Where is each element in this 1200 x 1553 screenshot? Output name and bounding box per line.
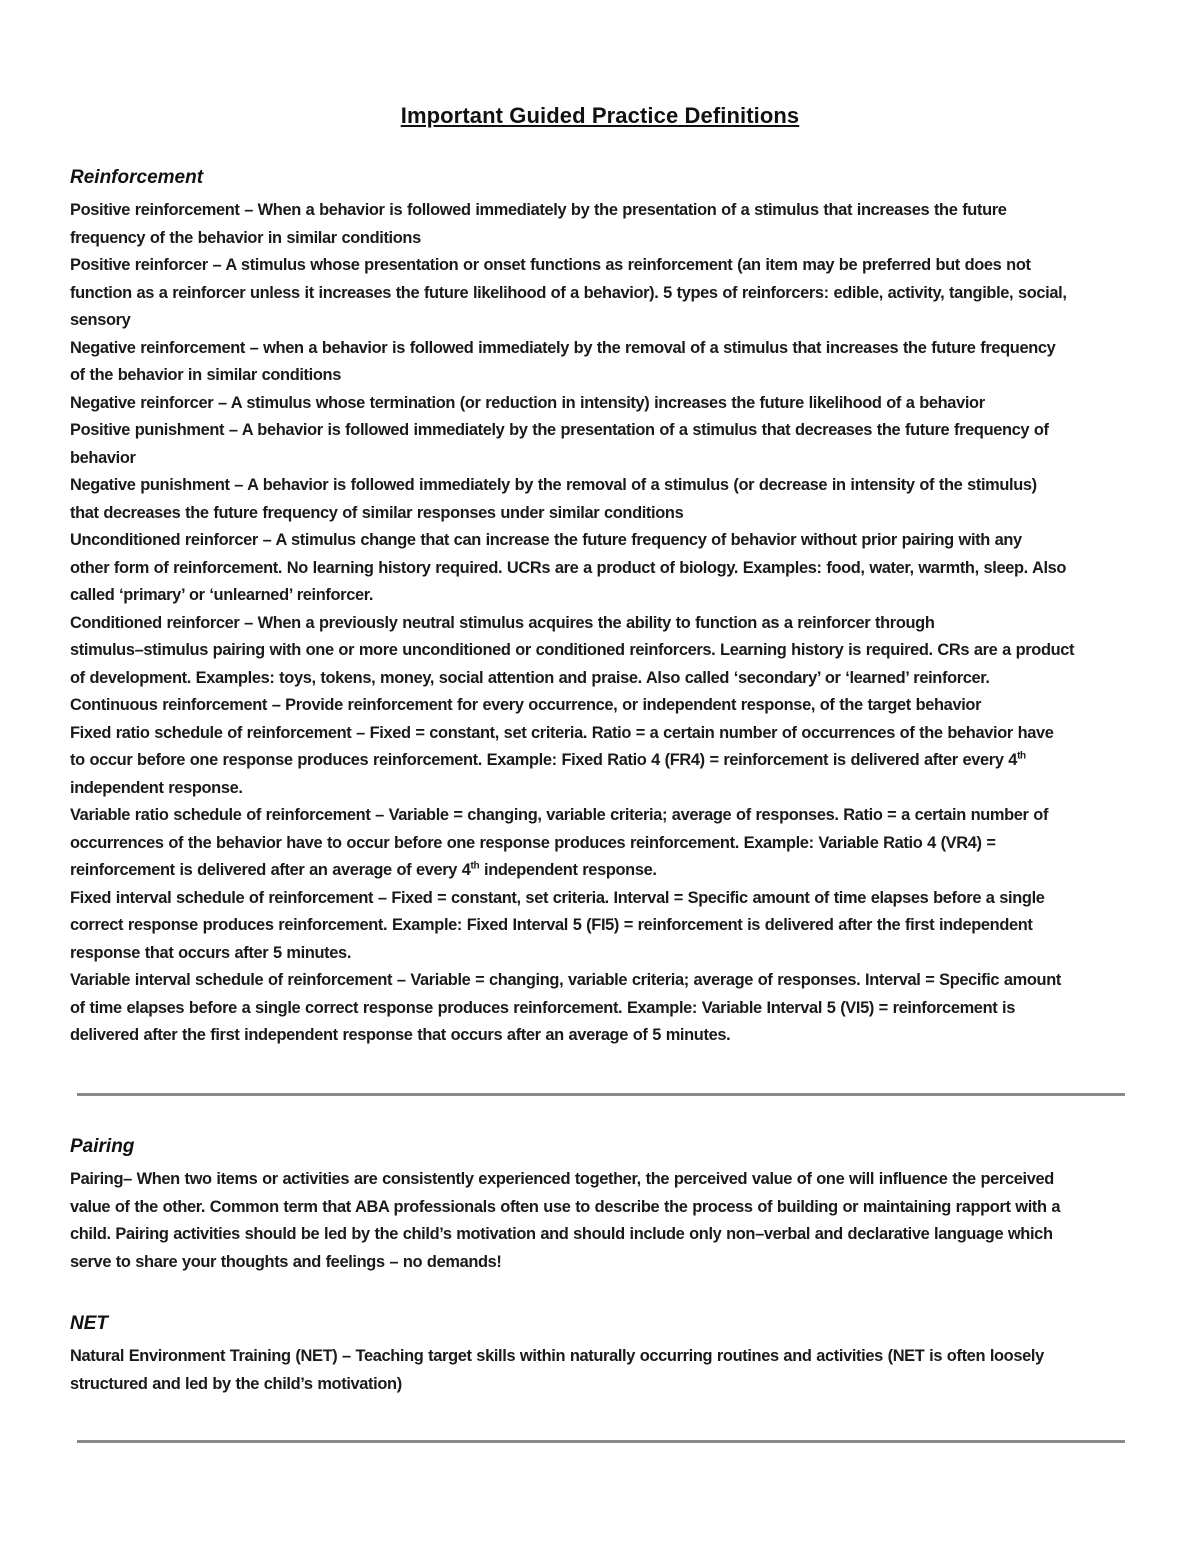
definition-line-with-superscript — [70, 747, 1134, 775]
definition-line-with-superscript — [70, 857, 1134, 885]
definition-line: Fixed interval schedule of reinforcement – Fixed = constant, set criteria. Interval = Specific amount of time elapses before a single — [70, 888, 1045, 907]
section-divider — [77, 1440, 1125, 1443]
definition-line: called ‘primary’ or ‘unlearned’ reinforcer. — [70, 586, 374, 604]
definition-line: Negative punishment – A behavior is followed immediately by the removal of a stimulus (or decrease in intensity of the stimulus) — [70, 476, 1037, 494]
definition-line: Negative reinforcement – when a behavior is followed immediately by the removal of a stimulus that increases the future frequency — [70, 338, 1056, 357]
definition-line: Variable ratio schedule of reinforcement – Variable = changing, variable criteria; average of responses. Ratio = a certain number of — [70, 806, 1049, 824]
definition-line: other form of reinforcement. No learning history required. UCRs are a product of biology. Examples: food, water, warmth, sleep. Also — [70, 558, 1067, 577]
definition-line: response that occurs after 5 minutes. — [70, 943, 352, 962]
pairing-definitions — [70, 1166, 1134, 1276]
definition-line: Continuous reinforcement – Provide reinforcement for every occurrence, or independent response, of the target behavior — [70, 696, 982, 714]
definition-line: of time elapses before a single correct response produces reinforcement. Example: Variable Interval 5 (VI5) = reinforcement is — [70, 998, 1016, 1017]
definition-line: sensory — [70, 311, 131, 329]
definition-line: Negative reinforcer – A stimulus whose termination (or reduction in intensity) increases the future likelihood of a behavior — [70, 393, 985, 412]
superscript-th: th — [470, 860, 480, 872]
reinforcement-definitions — [70, 197, 1134, 1050]
definition-line: independent response. — [70, 778, 243, 797]
section-heading-reinforcement: Reinforcement — [70, 167, 204, 188]
definition-line: structured and led by the child’s motivation) — [70, 1374, 402, 1393]
definition-line: value of the other. Common term that ABA professionals often use to describe the process of building or maintaining rapport with a — [70, 1197, 1061, 1216]
net-definitions — [70, 1343, 1134, 1398]
definition-line: of the behavior in similar conditions — [70, 366, 341, 384]
definition-line: function as a reinforcer unless it increases the future likelihood of a behavior). 5 types of reinforcers: edible, activity, tangible, social, — [70, 283, 1067, 302]
definition-line: Variable interval schedule of reinforcement – Variable = changing, variable criteria; average of responses. Interval = Specific amount — [70, 971, 1061, 989]
definition-line: Natural Environment Training (NET) – Teaching target skills within naturally occurring routines and activities (NET is often loosely — [70, 1347, 1044, 1365]
definition-line: Unconditioned reinforcer – A stimulus change that can increase the future frequency of behavior without prior pairing with any — [70, 531, 1022, 549]
page-title: Important Guided Practice Definitions — [400, 103, 800, 128]
definition-line: serve to share your thoughts and feelings – no demands! — [70, 1252, 502, 1271]
definition-line: frequency of the behavior in similar conditions — [70, 228, 421, 247]
definition-line: Conditioned reinforcer – When a previously neutral stimulus acquires the ability to function as a reinforcer through — [70, 613, 935, 632]
definition-line: child. Pairing activities should be led by the child’s motivation and should include only non–verbal and declarative language which — [70, 1225, 1053, 1243]
definition-line: delivered after the first independent response that occurs after an average of 5 minutes. — [70, 1026, 731, 1044]
definition-line: correct response produces reinforcement. Example: Fixed Interval 5 (FI5) = reinforcement is delivered after the first independent — [70, 916, 1033, 934]
definition-line: Pairing– When two items or activities are consistently experienced together, the perceived value of one will influence the perceived — [70, 1170, 1054, 1188]
line-text: reinforcement is delivered after an average of every 4 — [70, 861, 471, 879]
section-heading-pairing: Pairing — [70, 1136, 135, 1157]
definition-line: Positive reinforcement – When a behavior is followed immediately by the presentation of a stimulus that increases the future — [70, 201, 1007, 219]
line-text: to occur before one response produces reinforcement. Example: Fixed Ratio 4 (FR4) = reinforcement is delivered after every 4 — [70, 751, 1018, 769]
definition-line: Positive punishment – A behavior is followed immediately by the presentation of a stimulus that decreases the future frequency of — [70, 421, 1049, 439]
definition-line: Fixed ratio schedule of reinforcement – Fixed = constant, set criteria. Ratio = a certain number of occurrences of the behavior have — [70, 723, 1054, 742]
definition-line: Positive reinforcer – A stimulus whose presentation or onset functions as reinforcement (an item may be preferred but does not — [70, 256, 1031, 274]
definition-line: occurrences of the behavior have to occur before one response produces reinforcement. Example: Variable Ratio 4 (VR4) = — [70, 833, 996, 852]
section-divider — [77, 1093, 1125, 1096]
line-tail: independent response. — [479, 861, 657, 879]
definition-line: of development. Examples: toys, tokens, money, social attention and praise. Also called ‘secondary’ or ‘learned’ reinforcer. — [70, 668, 990, 687]
definition-line: that decreases the future frequency of similar responses under similar conditions — [70, 503, 684, 522]
definition-line: behavior — [70, 448, 136, 467]
definition-line: stimulus–stimulus pairing with one or more unconditioned or conditioned reinforcers. Learning history is required. CRs are a product — [70, 641, 1075, 659]
section-heading-net: NET — [70, 1313, 108, 1334]
superscript-th: th — [1017, 750, 1026, 762]
